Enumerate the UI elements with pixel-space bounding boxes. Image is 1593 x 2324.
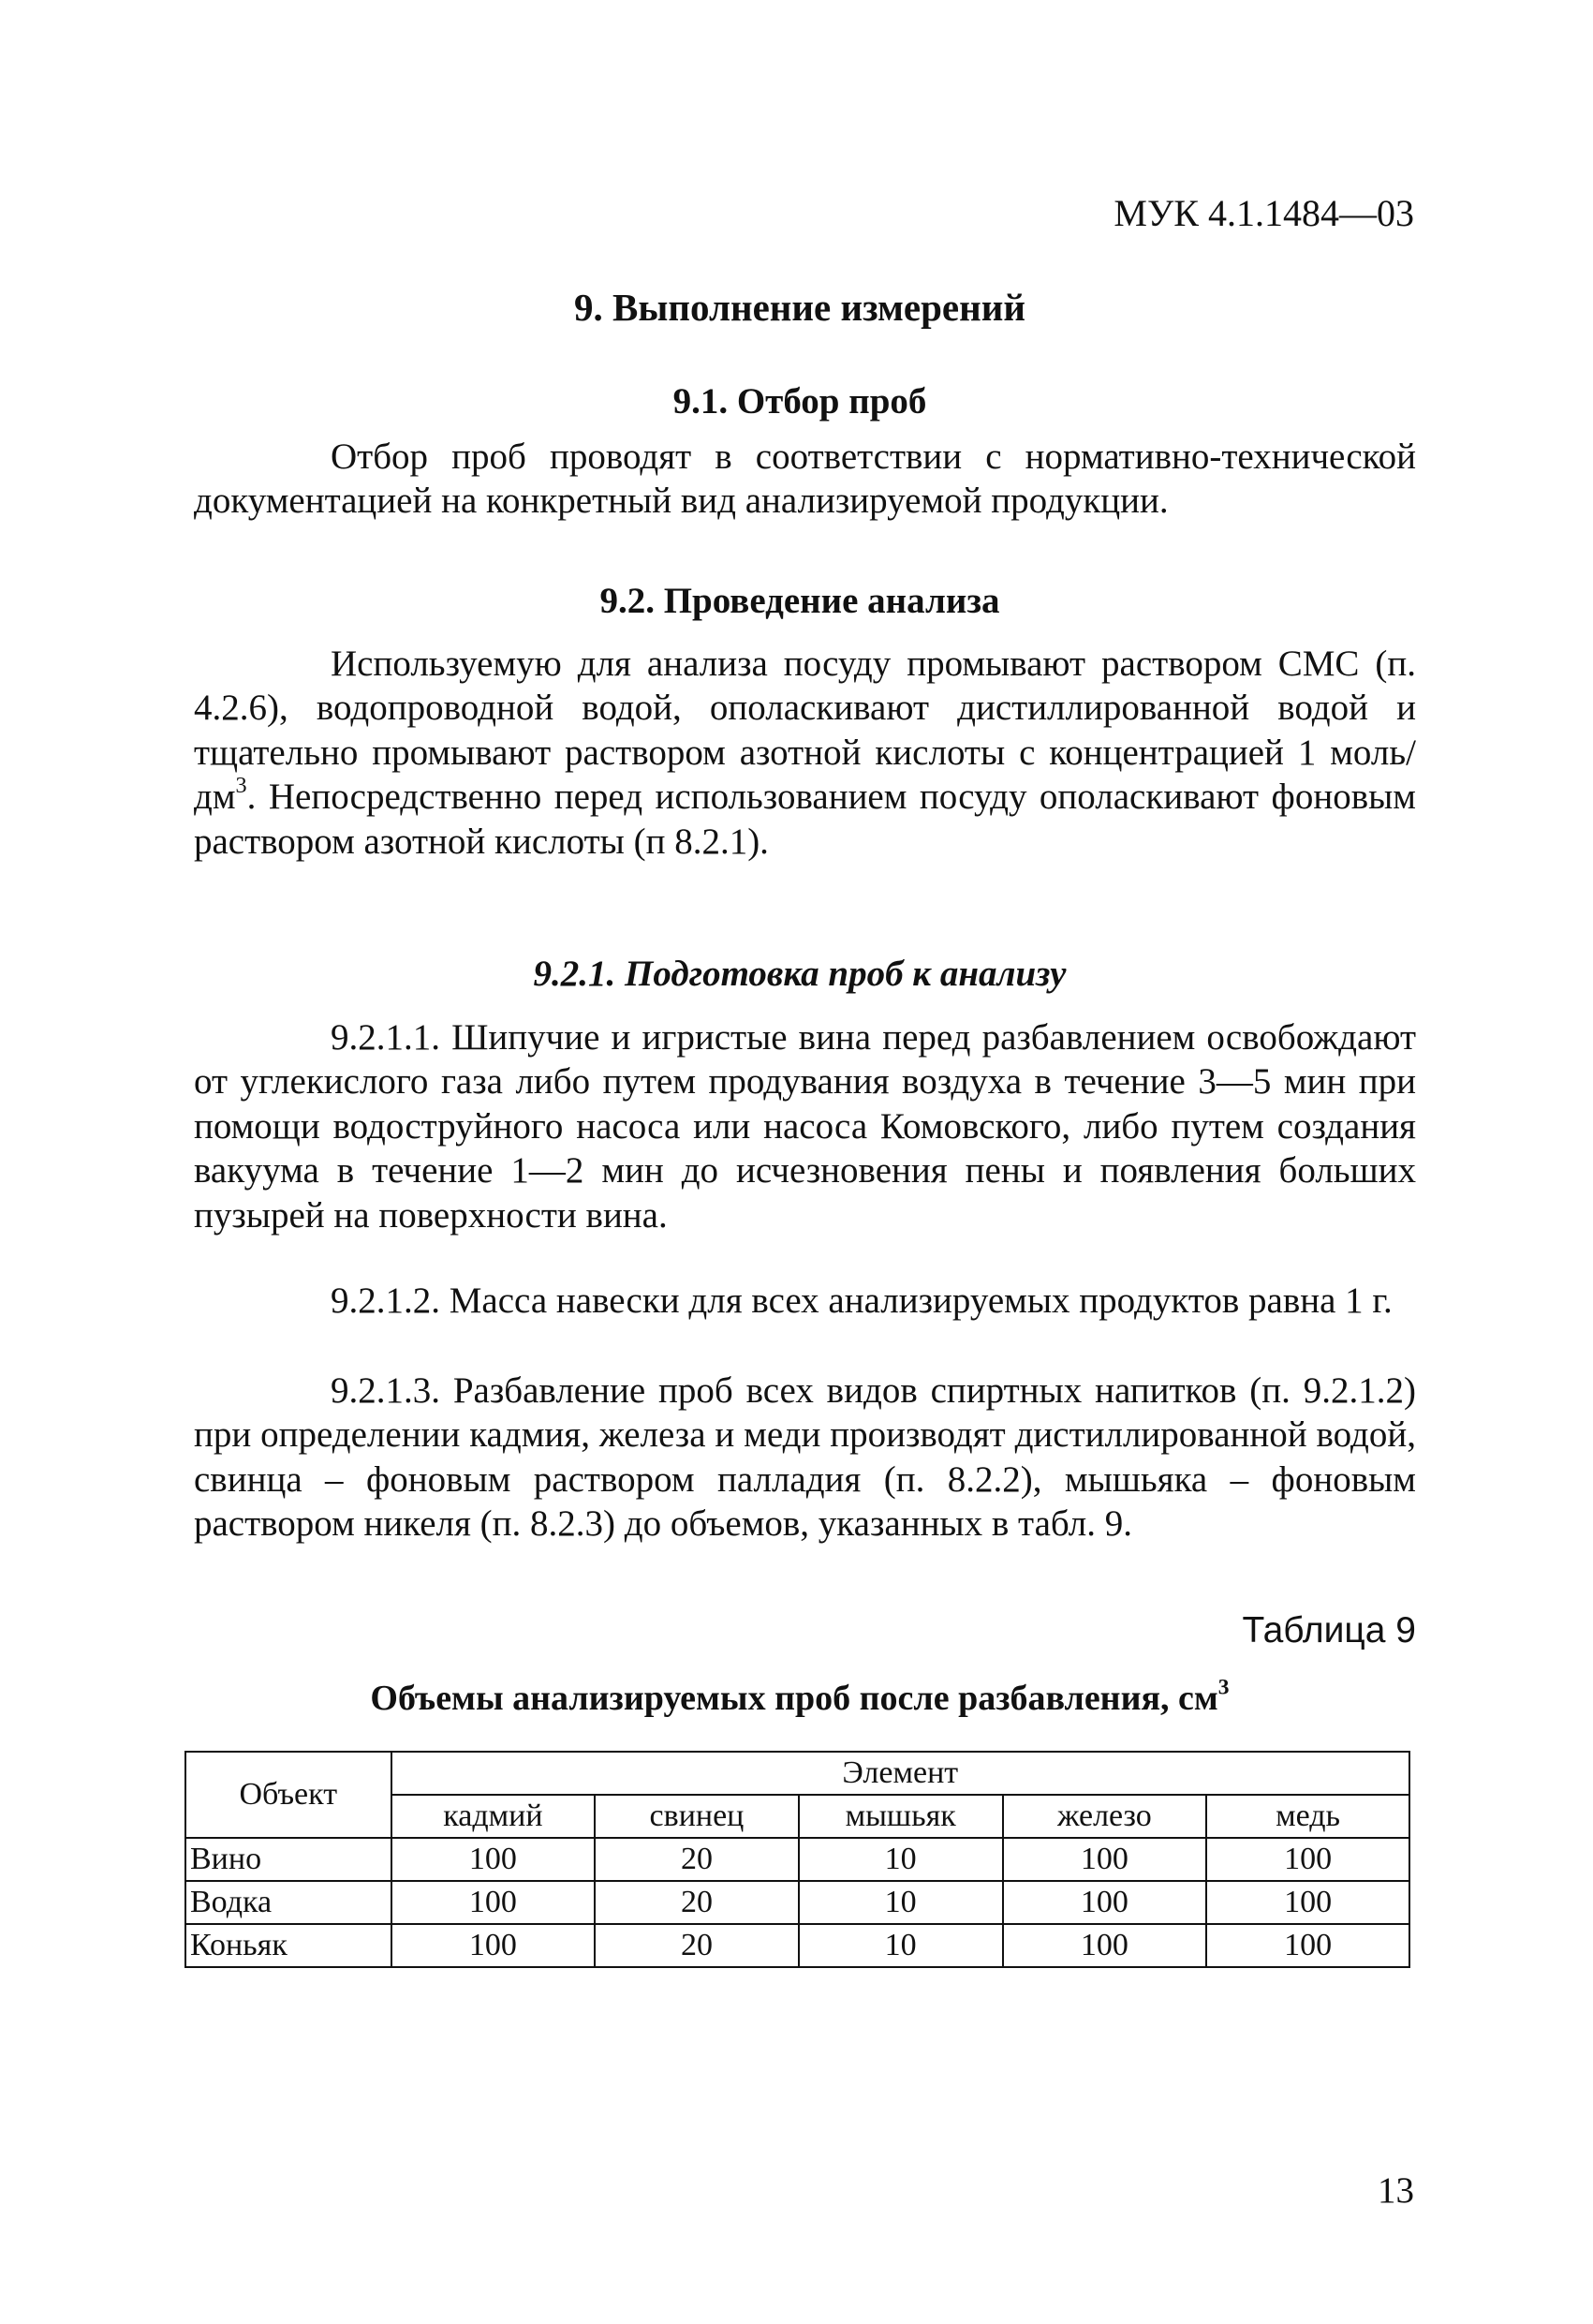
paragraph-9-2-1-1: 9.2.1.1. Шипучие и игристые вина перед разбавлением освобождают от углекислого газа либо путем продувания воздуха в течение 3—5 мин при помощи водоструйного насоса или насоса Комовского, либо путем создания вакуума в течение 1—2 мин до исчезновения пены и появления больших пузырей на поверхности вина.	[194, 1017, 1416, 1236]
table-row	[185, 1881, 1409, 1924]
header-object: Объект	[185, 1752, 391, 1838]
cell-value: 20	[595, 1838, 799, 1881]
table-row	[185, 1838, 1409, 1881]
cell-value: 100	[1206, 1881, 1409, 1924]
paragraph-9-2-1-2: 9.2.1.2. Масса навески для всех анализируемых продуктов равна 1 г.	[331, 1280, 1393, 1321]
header-arsenic: мышьяк	[799, 1795, 1003, 1838]
paragraph-9-2-1-3: 9.2.1.3. Разбавление проб всех видов спиртных напитков (п. 9.2.1.2) при определении кадмия, железа и меди производят дистиллированной водой, свинца – фоновым раствором палладия (п. 8.2.2), мышьяка – фоновым раствором никеля (п. 8.2.3) до объемов, указанных в табл. 9.	[194, 1370, 1416, 1545]
cell-value: 100	[391, 1924, 596, 1967]
row-name: Водка	[185, 1881, 391, 1924]
cell-value: 100	[1206, 1838, 1409, 1881]
cell-value: 100	[1206, 1924, 1409, 1967]
row-name: Вино	[185, 1838, 391, 1881]
cell-value: 10	[799, 1881, 1003, 1924]
row-name: Коньяк	[185, 1924, 391, 1967]
subsection-title-analysis: 9.2. Проведение анализа	[599, 581, 1000, 621]
header-copper: медь	[1206, 1795, 1409, 1838]
header-element: Элемент	[391, 1752, 1409, 1795]
paragraph-analysis	[194, 642, 1416, 864]
table-label: Таблица 9	[1242, 1610, 1416, 1650]
cell-value: 100	[391, 1881, 596, 1924]
cell-value: 20	[595, 1881, 799, 1924]
paragraph-sampling: Отбор проб проводят в соответствии с нормативно-технической документацией на конкретный вид анализируемой продукции.	[194, 437, 1416, 522]
header-iron: железо	[1003, 1795, 1207, 1838]
header-cadmium: кадмий	[391, 1795, 596, 1838]
table-title	[185, 1677, 1414, 1720]
paragraph-analysis-text-1: Используемую для анализа посуду промывают раствором СМС (п. 4.2.6), водопроводной водой, ополаскивают дистиллированной водой и тщательно промывают раствором азотной кислоты с концентрацией 1 моль/дм	[194, 644, 1416, 818]
document-code: МУК 4.1.1484—03	[1114, 192, 1414, 234]
table-title-text: Объемы анализируемых проб после разбавления, см	[370, 1679, 1218, 1718]
cell-value: 20	[595, 1924, 799, 1967]
section-title: 9. Выполнение измерений	[574, 286, 1025, 329]
superscript-3: 3	[235, 773, 247, 799]
cell-value: 100	[1003, 1838, 1207, 1881]
paragraph-analysis-text-2: . Непосредственно перед использованием посуду ополаскивают фоновым раствором азотной кислоты (п 8.2.1).	[194, 777, 1416, 862]
subsection-title-preparation: 9.2.1. Подготовка проб к анализу	[533, 954, 1067, 994]
cell-value: 10	[799, 1838, 1003, 1881]
volumes-table	[184, 1751, 1410, 1968]
cell-value: 100	[1003, 1924, 1207, 1967]
cell-value: 100	[391, 1838, 596, 1881]
table-header-row	[185, 1752, 1409, 1795]
cell-value: 10	[799, 1924, 1003, 1967]
table-row	[185, 1924, 1409, 1967]
cell-value: 100	[1003, 1881, 1207, 1924]
header-lead: свинец	[595, 1795, 799, 1838]
table-title-superscript: 3	[1217, 1675, 1230, 1700]
page-number: 13	[1378, 2170, 1414, 2211]
subsection-title-sampling: 9.1. Отбор проб	[672, 381, 927, 422]
